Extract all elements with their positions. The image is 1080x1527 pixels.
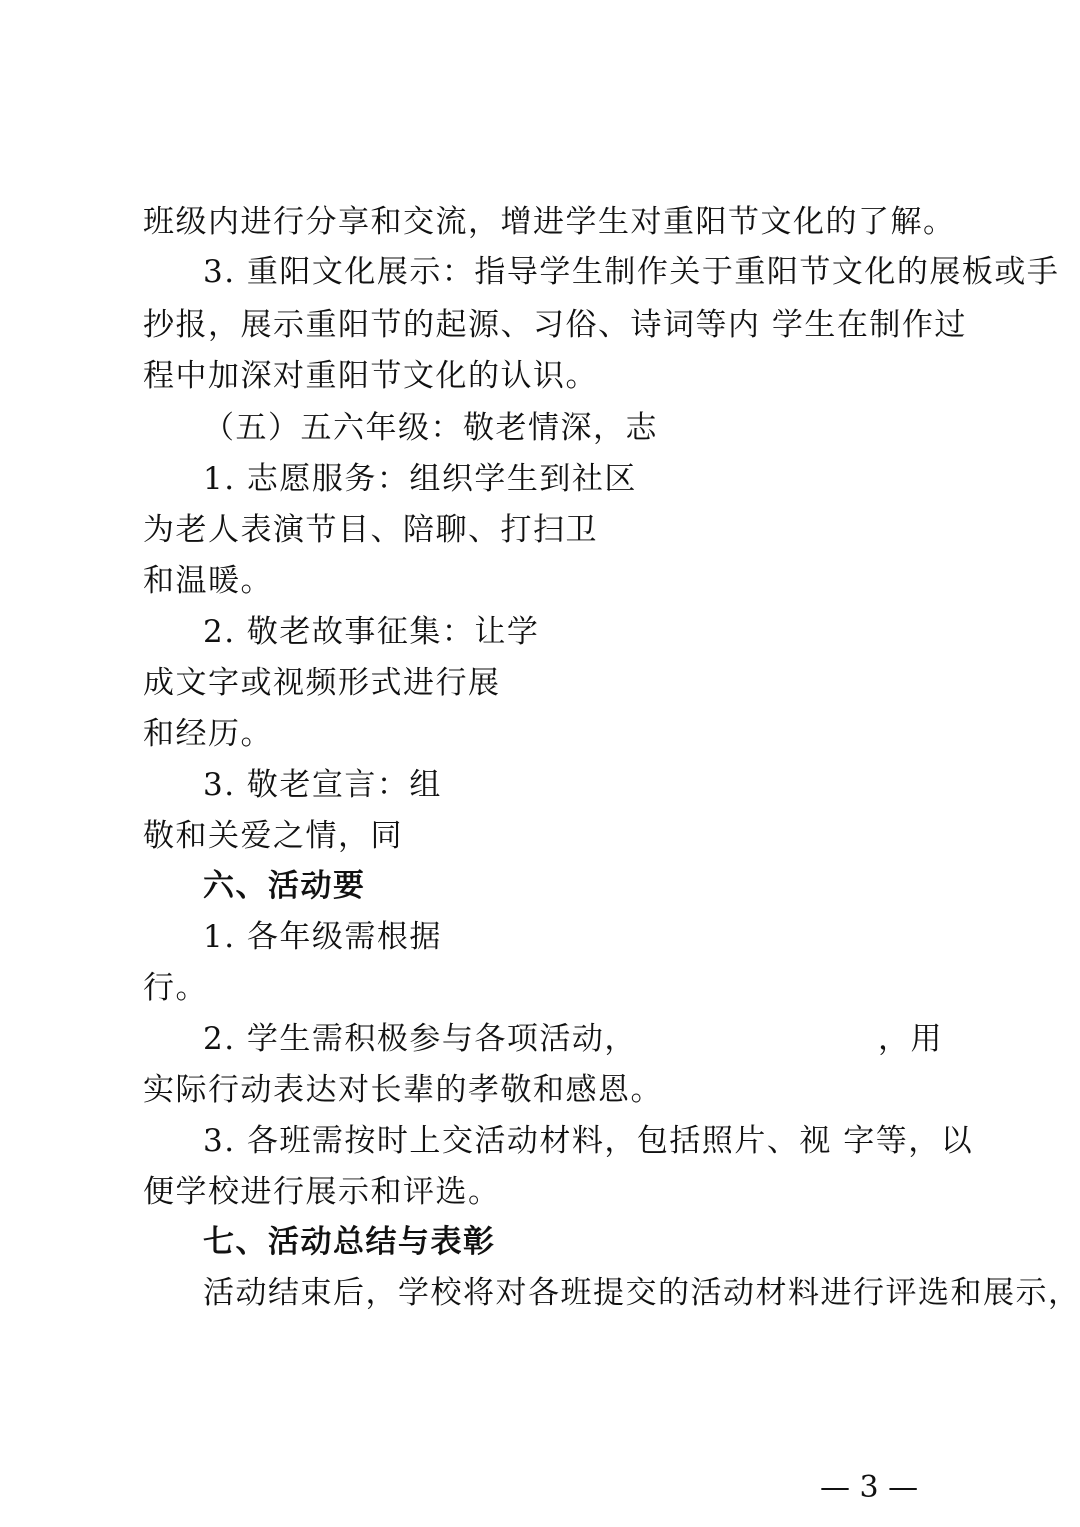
paragraph-line: 成文字或视频形式进行展 [143,665,501,701]
paragraph-line: 活动结束后，学校将对各班提交的活动材料进行评选和展示， [203,1275,1080,1311]
list-item-line: 3. 敬老宣言：组 [203,767,442,803]
section-heading: 七、活动总结与表彰 [203,1224,496,1260]
paragraph-line: 程中加深对重阳节文化的认识。 [143,358,598,394]
page-number: — 3 — [820,1470,919,1505]
paragraph-line: 和温暖。 [143,563,273,599]
paragraph-line: 实际行动表达对长辈的孝敬和感恩。 [143,1072,663,1108]
paragraph-line: 为老人表演节目、陪聊、打扫卫 [143,512,598,548]
list-item-line: 1. 志愿服务：组织学生到社区 [203,461,637,497]
paragraph-line: 敬和关爱之情，同 [143,818,403,854]
list-item-line: 2. 敬老故事征集：让学 [203,614,540,650]
paragraph-line: 和经历。 [143,716,273,752]
subsection-heading: （五）五六年级：敬老情深，志 [203,410,658,446]
paragraph-line: 便学校进行展示和评选。 [143,1174,501,1210]
paragraph-line: 行。 [143,970,208,1006]
paragraph-fragment: ，用 [878,1021,943,1057]
list-item-line: 1. 各年级需根据 [203,919,442,955]
list-item-line: 3. 重阳文化展示：指导学生制作关于重阳节文化的展板或手 [203,254,1060,290]
paragraph-line: 班级内进行分享和交流，增进学生对重阳节文化的了解。 [143,204,956,240]
paragraph-line: 抄报，展示重阳节的起源、习俗、诗词等内 学生在制作过 [143,307,967,343]
list-item-line: 2. 学生需积极参与各项活动， [203,1021,637,1057]
list-item-line: 3. 各班需按时上交活动材料，包括照片、视 字等，以 [203,1123,974,1159]
section-heading: 六、活动要 [203,868,366,904]
